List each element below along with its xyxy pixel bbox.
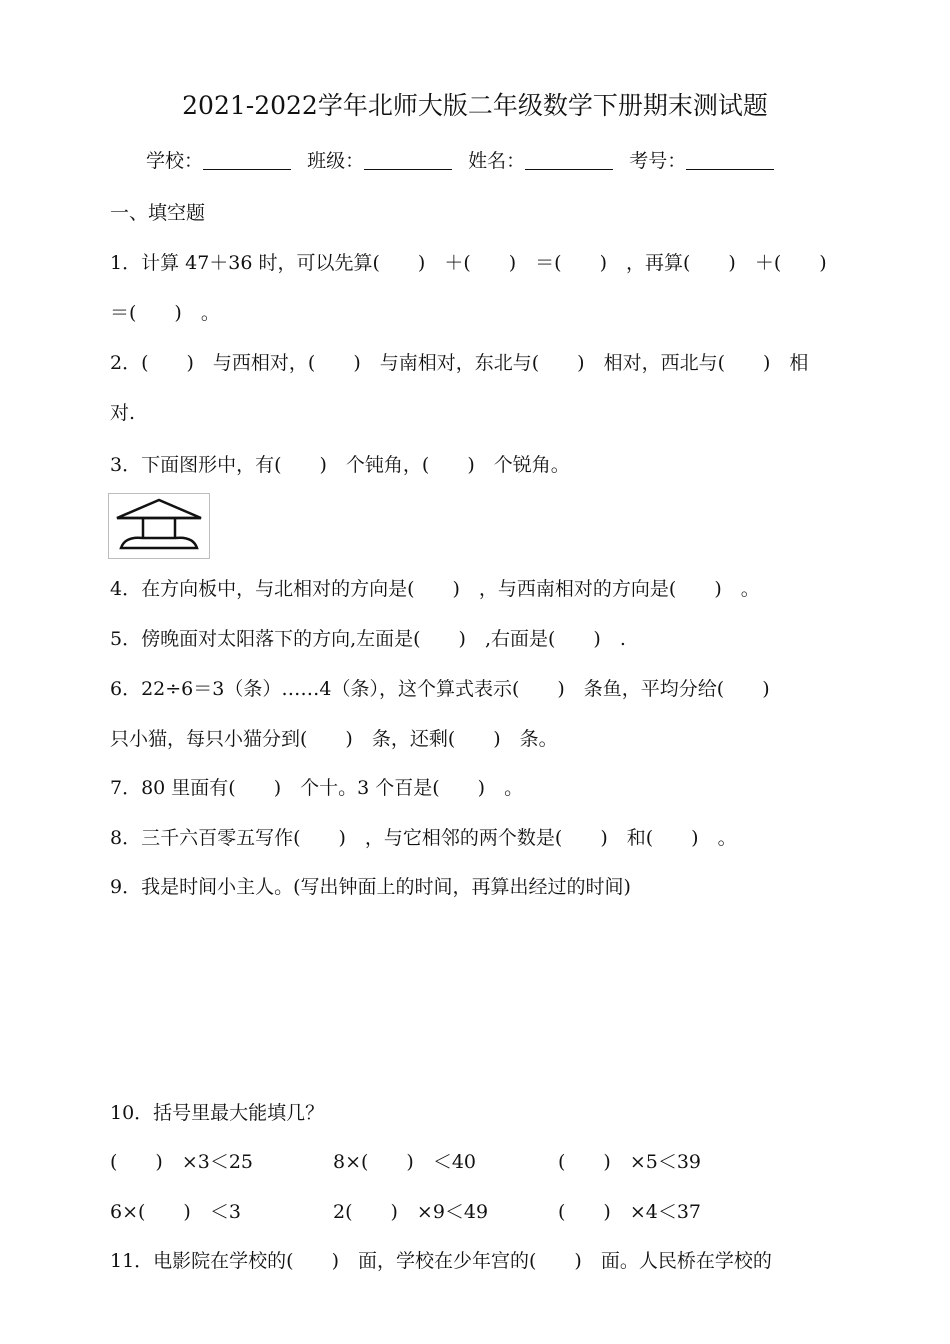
student-info-row (146, 146, 784, 173)
question-2-line-1: 2．( ) 与西相对，( ) 与南相对，东北与( ) 相对，西北与( ) 相 (110, 352, 809, 374)
inequality-item: 6×( ) ＜3 (110, 1201, 241, 1223)
question-7: 7．80 里面有( ) 个十。3 个百是( ) 。 (110, 777, 524, 799)
number-blank[interactable] (686, 151, 774, 170)
number-label: 考号： (629, 150, 687, 172)
question-5: 5．傍晚面对太阳落下的方向,左面是( ) ,右面是( ) . (110, 628, 626, 650)
question-4: 4．在方向板中，与北相对的方向是( ) ，与西南相对的方向是( ) 。 (110, 578, 760, 600)
inequality-item: 2( ) ×9＜49 (333, 1201, 489, 1223)
question-2-line-2: 对. (110, 402, 136, 424)
question-3: 3．下面图形中，有( ) 个钝角，( ) 个锐角。 (110, 454, 570, 476)
roof-shape-icon (109, 494, 209, 558)
question-9: 9．我是时间小主人。(写出钟面上的时间，再算出经过的时间) (110, 876, 631, 898)
inequality-item: ( ) ×4＜37 (558, 1201, 702, 1223)
inequality-item: ( ) ×5＜39 (558, 1151, 702, 1173)
school-label: 学校： (146, 150, 204, 172)
inequality-item: ( ) ×3＜25 (110, 1151, 254, 1173)
class-label: 班级： (307, 150, 365, 172)
inequality-item: 8×( ) ＜40 (333, 1151, 477, 1173)
question-6-line-1: 6．22÷6＝3（条）……4（条），这个算式表示( ) 条鱼，平均分给( ) (110, 678, 770, 700)
page-title: 2021-2022学年北师大版二年级数学下册期末测试题 (182, 91, 768, 120)
question-1-line-2: ＝( ) 。 (110, 302, 220, 324)
name-label: 姓名： (468, 150, 526, 172)
school-blank[interactable] (203, 151, 291, 170)
angle-figure (108, 493, 210, 559)
question-1-line-1: 1．计算 47＋36 时，可以先算( ) ＋( ) ＝( ) ，再算( ) ＋( ) (110, 252, 827, 274)
question-6-line-2: 只小猫，每只小猫分到( ) 条，还剩( ) 条。 (110, 728, 558, 750)
question-10: 10．括号里最大能填几？ (110, 1102, 325, 1124)
class-blank[interactable] (364, 151, 452, 170)
name-blank[interactable] (525, 151, 613, 170)
question-8: 8．三千六百零五写作( ) ，与它相邻的两个数是( ) 和( ) 。 (110, 827, 737, 849)
question-11: 11．电影院在学校的( ) 面，学校在少年宫的( ) 面。人民桥在学校的 (110, 1250, 772, 1272)
section-heading: 一、填空题 (110, 202, 206, 224)
